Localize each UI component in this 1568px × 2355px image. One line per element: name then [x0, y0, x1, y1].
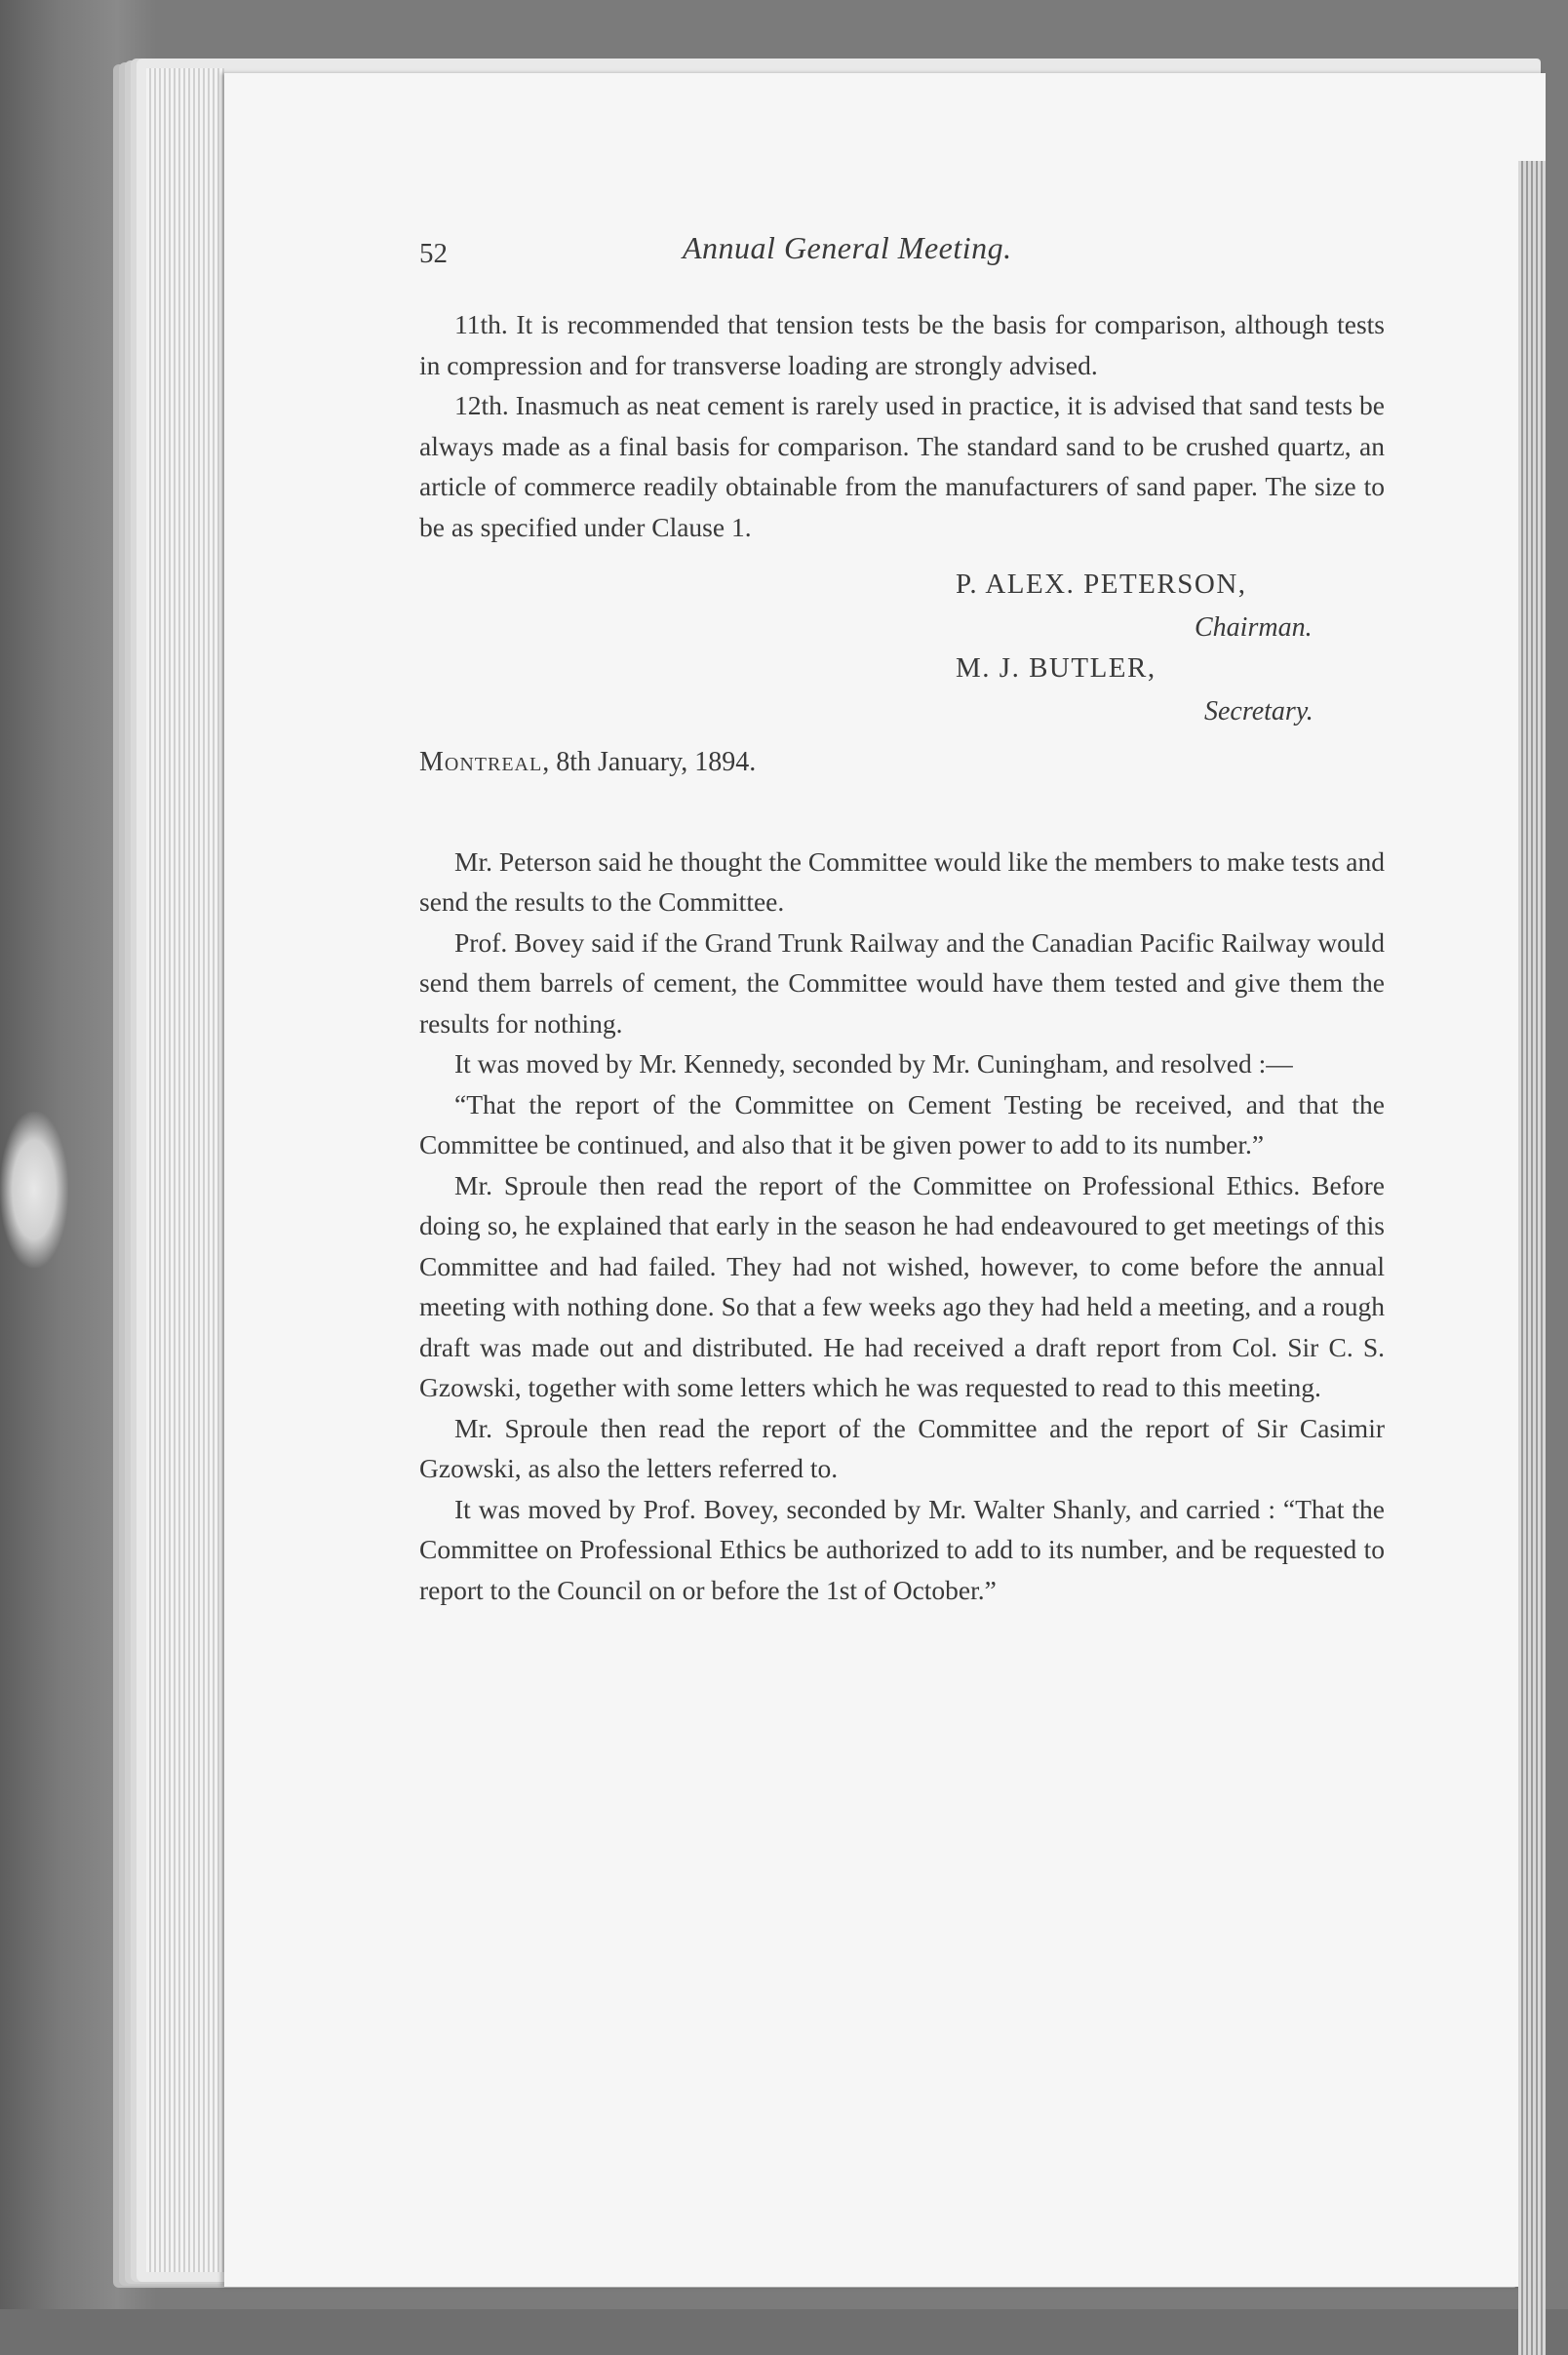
chairman-name: P. ALEX. PETERSON,: [956, 569, 1247, 600]
body-paragraph: It was moved by Prof. Bovey, seconded by Mr. Walter Shanly, and carried : “That the Committee on Professional Ethics be authorized to add to its number, and be requested to report to the Council on or before the 1st of October.”: [419, 1493, 1385, 1605]
secretary-name: M. J. BUTLER,: [956, 652, 1156, 684]
body-paragraph: It was moved by Mr. Kennedy, seconded by Mr. Cuningham, and resolved :—: [454, 1048, 1293, 1079]
secretary-title: Secretary.: [1204, 696, 1313, 726]
paragraph-12th: 12th. Inasmuch as neat cement is rarely used in practice, it is advised that sand tests be always made as a final basis for comparison. The standard sand to be crushed quartz, an article of commerce readily obtainable from the manufacturers of sand paper. The size to be as specified under Clause 1.: [419, 390, 1385, 542]
body-paragraph: “That the report of the Committee on Cement Testing be received, and that the Committee be continued, and also that it be given power to add to its number.”: [419, 1088, 1385, 1159]
body-paragraph: Mr. Sproule then read the report of the Committee on Professional Ethics. Before doing so, he explained that early in the season he had endeavoured to get meetings of this Committee and had failed. They had not wished, however, to come before the annual meeting with nothing done. So that a few weeks ago they had held a meeting, and a rough draft was made out and distributed. He had received a draft report from Col. Sir C. S. Gzowski, together with some letters which he was requested to read to this meeting.: [419, 1169, 1385, 1402]
paragraph-11th: 11th. It is recommended that tension tests be the basis for comparison, although tests in compression and for transverse loading are strongly advised.: [419, 309, 1385, 380]
page-content: [419, 230, 1385, 1610]
page-number: 52: [419, 238, 448, 269]
body-paragraph: Mr. Peterson said he thought the Committee would like the members to make tests and send the results to the Committee.: [419, 845, 1385, 917]
page-header: [419, 230, 1385, 283]
body-paragraph: Prof. Bovey said if the Grand Trunk Railway and the Canadian Pacific Railway would send them barrels of cement, the Committee would have them tested and give them the results for nothing.: [419, 926, 1385, 1039]
dateline-place: Montreal: [419, 747, 543, 777]
page-edges-left: [146, 68, 224, 2272]
signature-block: [419, 565, 1385, 730]
chairman-title: Chairman.: [1195, 612, 1313, 643]
page-edges-right: [1518, 161, 1546, 2355]
running-head: Annual General Meeting.: [683, 230, 1012, 265]
dateline-date: , 8th January, 1894.: [542, 747, 757, 777]
body-paragraph: Mr. Sproule then read the report of the Committee and the report of Sir Casimir Gzowski, as also the letters referred to.: [419, 1412, 1385, 1483]
scan-artifact: [0, 1112, 68, 1268]
dateline: [419, 742, 1385, 783]
